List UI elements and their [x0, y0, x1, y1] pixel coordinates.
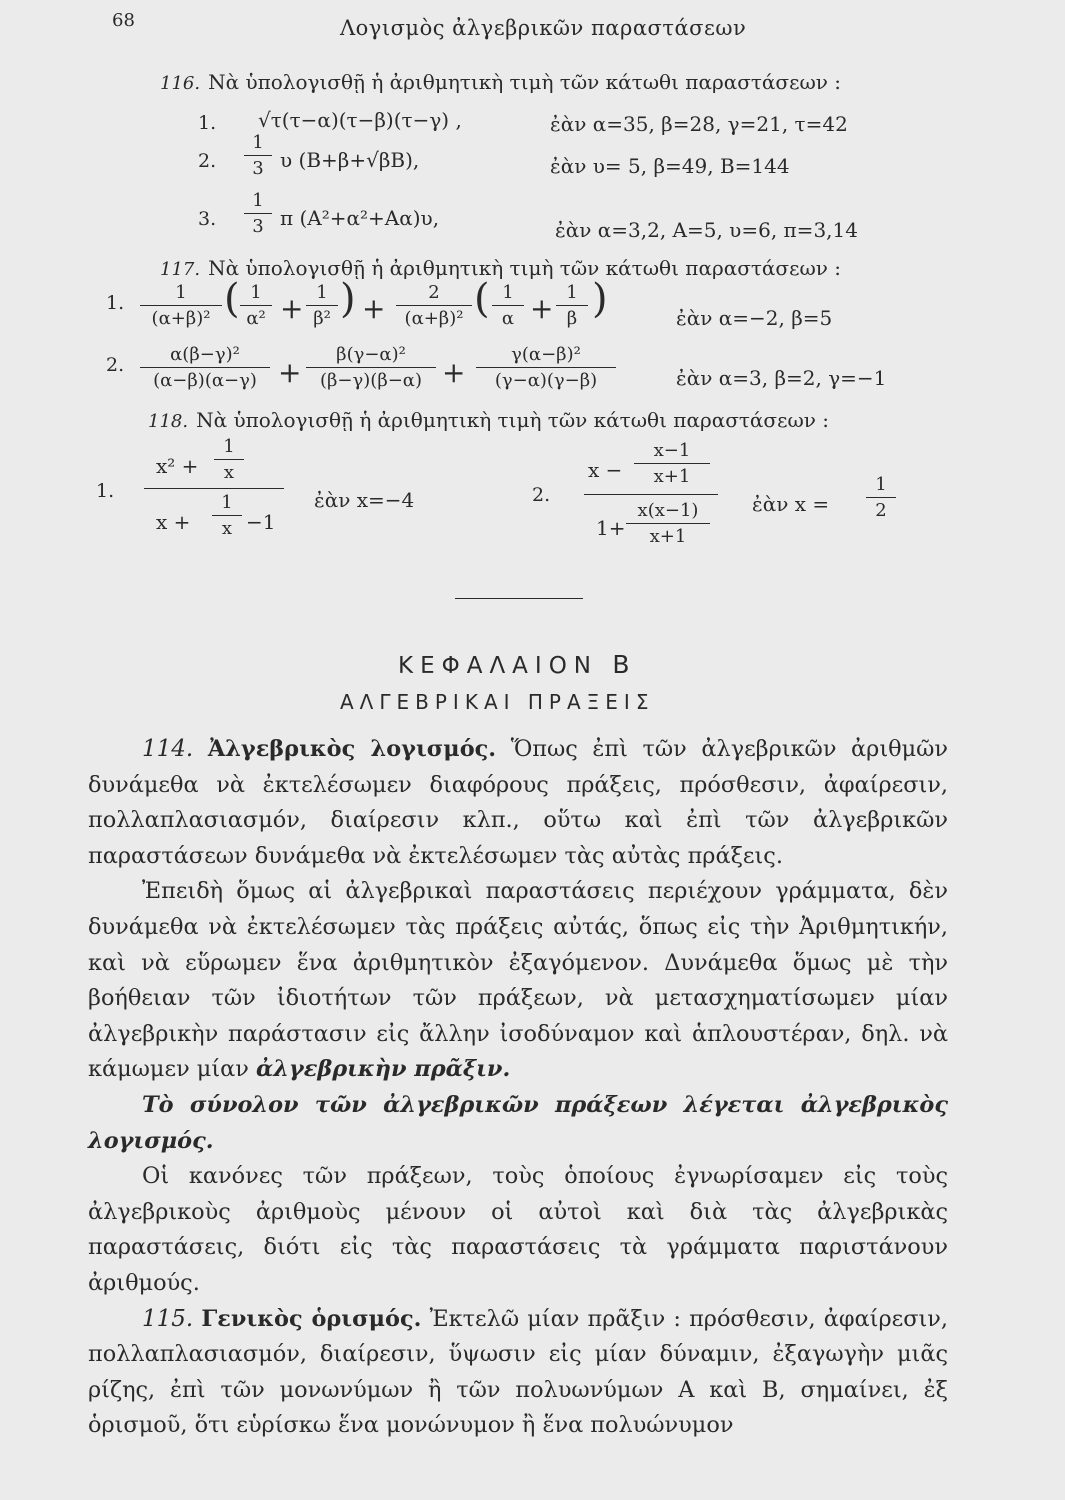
- fraction: $\frac{1}{\text{β²}}$: [306, 282, 338, 329]
- open-paren: (: [224, 276, 240, 322]
- emphasis-text: ἀλγεβρικὴν πρᾶξιν.: [256, 1056, 511, 1083]
- exercise-instruction: Νὰ ὑπολογισθῇ ἡ ἀριθμητικὴ τιμὴ τῶν κάτωθι παραστάσεων :: [196, 408, 830, 432]
- exercise-number: 118.: [148, 411, 189, 432]
- denominator-term: −1: [246, 510, 276, 534]
- fraction: $\frac{\text{α(β−γ)²}}{(\alpha-\beta)(\alpha-\gamma)}$: [140, 344, 270, 391]
- chapter-letter: Β: [612, 650, 637, 679]
- chapter-label: ΚΕΦΑΛΑΙΟΝ: [398, 653, 599, 679]
- condition: ἐὰν x =: [752, 492, 830, 516]
- numerator-term: x −: [588, 458, 623, 482]
- section-number: 115.: [142, 1305, 194, 1332]
- fraction: $\frac{x(x-1)}{x+1}$: [626, 500, 710, 547]
- expression: √τ(τ−α)(τ−β)(τ−γ) ,: [258, 108, 462, 132]
- paragraph: [88, 732, 948, 874]
- paragraph: [88, 874, 948, 1088]
- paragraph-text: Ὅπως ἐπὶ τῶν ἀλγεβρικῶν ἀριθμῶν δυνάμεθα νὰ ἐκτελέσωμεν διαφόρους πράξεις, πρόσθεσιν, ἀφαίρεσιν, πολλαπλασιασμόν, διαίρεσιν κλπ., οὕτω καὶ ἐπὶ τῶν ἀλγεβρικῶν παραστάσεων δυνάμεθα νὰ ἐκτελέσωμεν τὰς αὐτὰς πράξεις.: [88, 736, 949, 869]
- definition: Τὸ σύνολον τῶν ἀλγεβρικῶν πράξεων λέγεται ἀλγεβρικὸς λογισμός.: [88, 1091, 948, 1154]
- section-divider: [455, 598, 583, 599]
- fraction: $\frac{x-1}{x+1}$: [634, 440, 710, 487]
- item-index: 2.: [198, 150, 217, 172]
- condition: ἐὰν x=−4: [314, 488, 415, 512]
- plus-sign: +: [278, 356, 302, 389]
- chapter-title: [398, 650, 636, 679]
- item-index: 3.: [198, 208, 217, 230]
- denominator-term: 1+: [596, 516, 626, 540]
- section-heading: Γενικὸς ὁρισμός.: [201, 1305, 422, 1332]
- denominator-term: x +: [156, 510, 191, 534]
- fraction: $\frac{1}{3}$: [244, 190, 272, 237]
- condition: ἐὰν α=−2, β=5: [676, 306, 833, 330]
- fraction: $\frac{1}{x}$: [212, 492, 242, 539]
- page-number: 68: [112, 10, 135, 31]
- expression: υ (Β+β+√βΒ),: [280, 148, 420, 172]
- fraction: $\frac{1}{3}$: [244, 132, 272, 179]
- fraction: $\frac{1}{\alpha}$: [492, 282, 524, 329]
- fraction: $\frac{1}{2}$: [866, 474, 896, 521]
- exercise-number: 116.: [160, 73, 201, 94]
- condition: ἐὰν α=3, β=2, γ=−1: [676, 366, 887, 390]
- exercise-number: 117.: [160, 259, 201, 280]
- fraction: $\frac{1}{x}$: [214, 436, 244, 483]
- plus-sign: +: [280, 292, 304, 325]
- exercise-117-heading: [160, 256, 841, 280]
- main-fraction-bar: [584, 494, 718, 495]
- paragraph-text: Ἐπειδὴ ὅμως αἱ ἀλγεβρικαὶ παραστάσεις περιέχουν γράμματα, δὲν δυνάμεθα νὰ ἐκτελέσωμεν τὰς πράξεις αὐτάς, ὅπως εἰς τὴν Ἀριθμητικήν, καὶ νὰ εὕρωμεν ἕνα ἀριθμητικὸν ἐξαγόμενον. Δυνάμεθα ὅμως μὲ τὴν βοήθειαν τῶν ἰδιοτήτων τῶν πράξεων, νὰ μετασχηματίσωμεν μίαν ἀλγεβρικὴν παράστασιν εἰς ἄλλην ἰσοδύναμον καὶ ἁπλουστέραν, δηλ. νὰ κάμωμεν μίαν: [88, 878, 948, 1083]
- item-index: 1.: [96, 480, 115, 502]
- section-heading: Ἀλγεβρικὸς λογισμός.: [207, 736, 497, 762]
- numerator-term: x² +: [156, 454, 199, 478]
- item-index: 2.: [532, 484, 551, 506]
- body-text: [88, 732, 948, 1444]
- fraction: $\frac{2}{\text{(α+β)²}}$: [396, 282, 472, 329]
- condition: ἐὰν α=3,2, Α=5, υ=6, π=3,14: [555, 218, 858, 242]
- item-index: 2.: [106, 354, 125, 376]
- section-number: 114.: [142, 736, 194, 762]
- exercise-instruction: Νὰ ὑπολογισθῇ ἡ ἀριθμητικὴ τιμὴ τῶν κάτωθι παραστάσεων :: [208, 256, 842, 280]
- exercise-118-heading: [148, 408, 829, 432]
- condition: ἐὰν υ= 5, β=49, Β=144: [550, 154, 790, 178]
- condition: ἐὰν α=35, β=28, γ=21, τ=42: [550, 112, 848, 136]
- paragraph-text: Ἐκτελῶ μίαν πρᾶξιν : πρόσθεσιν, ἀφαίρεσιν, πολλαπλασιασμόν, διαίρεσιν, ὕψωσιν εἰς μίαν δύναμιν, ἐξαγωγὴν μιᾶς ρίζης, ἐπὶ τῶν μονωνύμων ἢ τῶν πολυωνύμων Α καὶ Β, σημαίνει, ἐξ ὁρισμοῦ, ὅτι εὑρίσκω ἕνα μονώνυμον ἢ ἕνα πολυώνυμον: [88, 1305, 949, 1439]
- close-paren: ): [340, 276, 356, 322]
- open-paren: (: [474, 276, 490, 322]
- running-header: Λογισμὸς ἀλγεβρικῶν παραστάσεων: [340, 16, 747, 40]
- main-fraction-bar: [144, 488, 284, 489]
- item-index: 1.: [198, 112, 217, 134]
- plus-sign: +: [362, 292, 386, 325]
- fraction: $\frac{1}{\text{α²}}$: [240, 282, 272, 329]
- fraction: $\frac{1}{\text{(α+β)²}}$: [140, 282, 222, 329]
- fraction: $\frac{\text{γ(α−β)²}}{(\gamma-\alpha)(\gamma-\beta)}$: [476, 344, 616, 391]
- exercise-116-heading: [160, 70, 841, 94]
- exercise-instruction: Νὰ ὑπολογισθῇ ἡ ἀριθμητικὴ τιμὴ τῶν κάτωθι παραστάσεων :: [208, 70, 842, 94]
- paragraph: [88, 1302, 948, 1444]
- paragraph: Οἱ κανόνες τῶν πράξεων, τοὺς ὁποίους ἐγνωρίσαμεν εἰς τοὺς ἀλγεβρικοὺς ἀριθμοὺς μένουν οἱ αὐτοὶ καὶ διὰ τὰς ἀλγεβρικὰς παραστάσεις, διότι εἰς τὰς παραστάσεις τὰ γράμματα παριστάνουν ἀριθμούς.: [88, 1163, 948, 1296]
- close-paren: ): [592, 276, 608, 322]
- fraction: $\frac{\text{β(γ−α)²}}{(\beta-\gamma)(\beta-\alpha)}$: [306, 344, 436, 391]
- fraction: $\frac{1}{\beta}$: [556, 282, 588, 329]
- expression: π (Α²+α²+Αα)υ,: [280, 206, 440, 230]
- chapter-subtitle: ΑΛΓΕΒΡΙΚΑΙ ΠΡΑΞΕΙΣ: [340, 690, 655, 714]
- plus-sign: +: [442, 356, 466, 389]
- plus-sign: +: [530, 292, 554, 325]
- item-index: 1.: [106, 292, 125, 314]
